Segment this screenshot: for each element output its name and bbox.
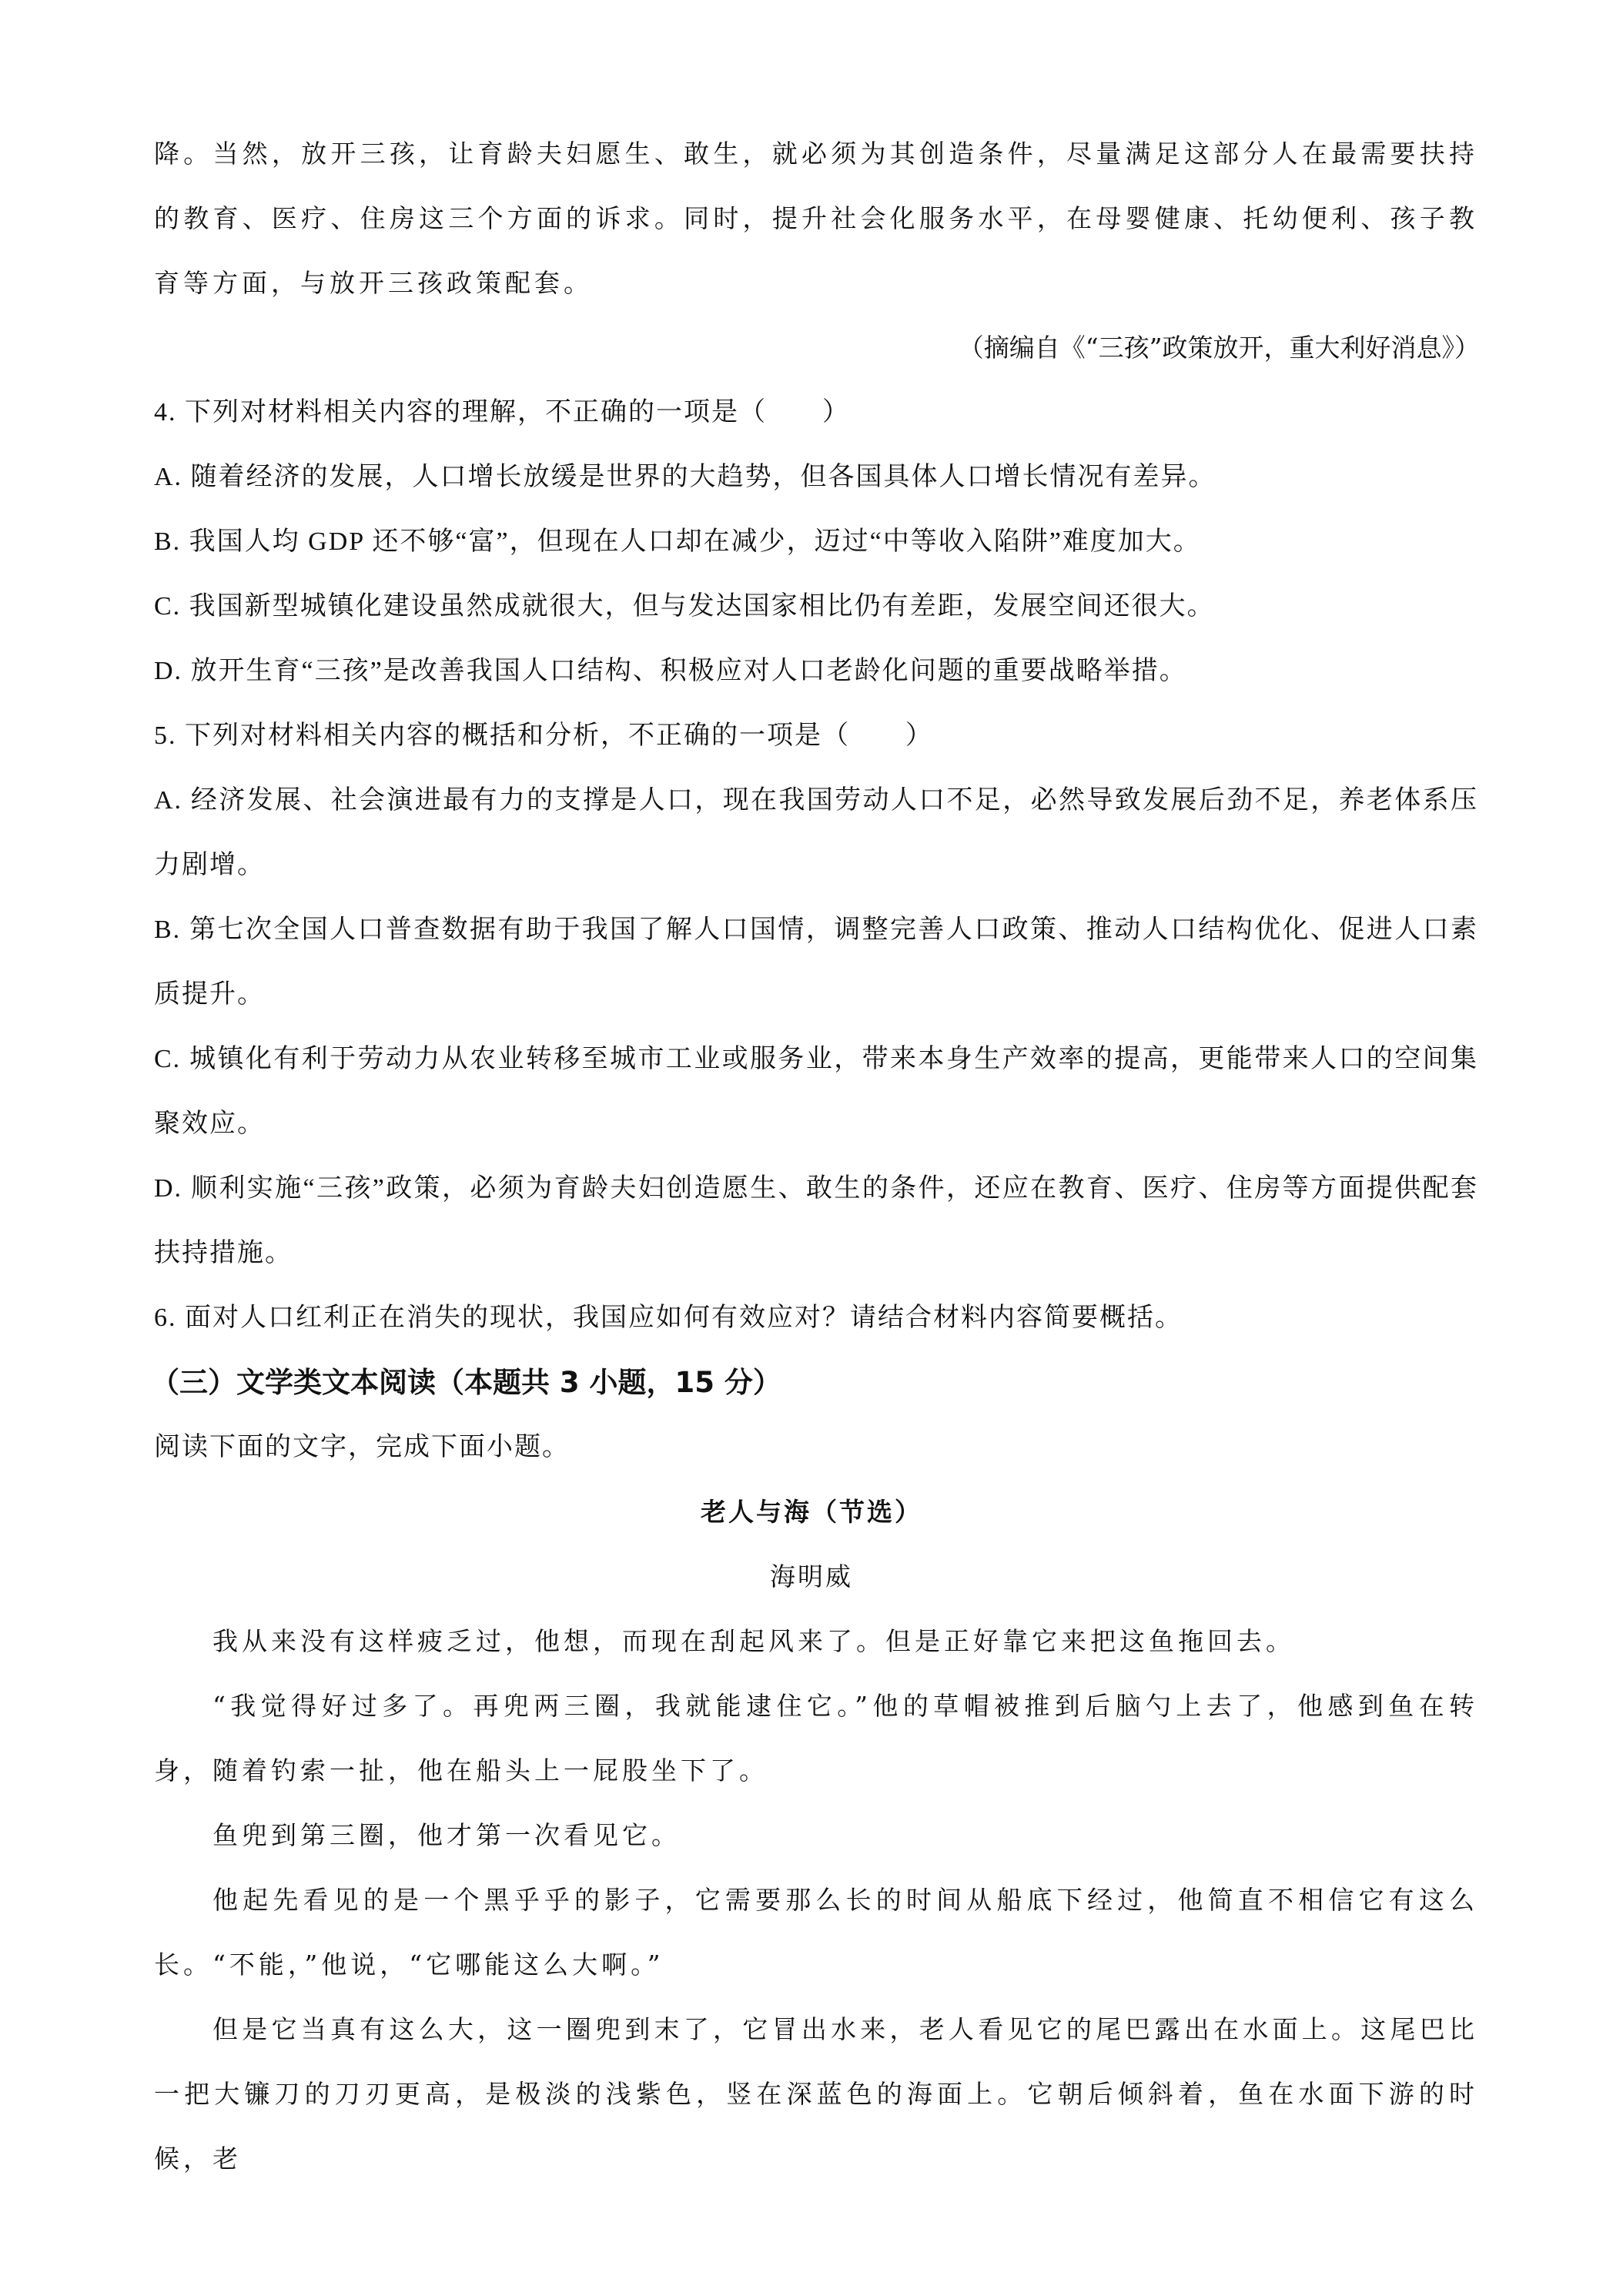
story-paragraph: 他起先看见的是一个黑乎乎的影子，它需要那么长的时间从船底下经过，他简直不相信它有这么长。 xyxy=(154,1885,1478,1980)
question-4-option-c: C. 我国新型城镇化建设虽然成就很大，但与发达国家相比仍有差距，发展空间还很大。 xyxy=(154,592,1215,621)
story-paragraph: “不能，”他说，“它哪能这么大啊。” xyxy=(212,1950,664,1980)
question-4-option-b: B. 我国人均 GDP 还不够“富”，但现在人口却在减少，迈过“中等收入陷阱”难度加大。 xyxy=(154,527,1201,556)
material-source: （摘编自《“三孩”政策放开，重大利好消息》） xyxy=(958,333,1480,363)
story-paragraph: 鱼兜到第三圈，他才第一次看见它。 xyxy=(212,1820,681,1850)
question-5-option-c: C. 城镇化有利于劳动力从农业转移至城市工业或服务业，带来本身生产效率的提高，更能带来人口的空间集聚效应。 xyxy=(154,1045,1478,1138)
question-4-option-a: A. 随着经济的发展，人口增长放缓是世界的大趋势，但各国具体人口增长情况有差异。 xyxy=(154,463,1216,491)
story-author: 海明威 xyxy=(770,1561,853,1591)
story-title: 老人与海（节选） xyxy=(701,1497,922,1527)
question-6-stem: 6. 面对人口红利正在消失的现状，我国应如何有效应对？请结合材料内容简要概括。 xyxy=(154,1304,1183,1332)
story-paragraph: 我从来没有这样疲乏过，他想，而现在刮起风来了。但是正好靠它来把这鱼拖回去。 xyxy=(212,1626,1295,1656)
question-5-option-b: B. 第七次全国人口普查数据有助于我国了解人口国情，调整完善人口政策、推动人口结构优化、促进人口素质提升。 xyxy=(154,915,1478,1009)
story-paragraph: 但是它当真有这么大，这一圈兜到末了，它冒出水来，老人看见它的尾巴露出在水面上。这尾巴比一把大镰刀的刀刃更高，是极淡的浅紫色，竖在深蓝色的海面上。它朝后倾斜着，鱼在水面下游的时候，老 xyxy=(154,2014,1478,2174)
question-5-stem: 5. 下列对材料相关内容的概括和分析，不正确的一项是（ ） xyxy=(154,721,933,750)
section-heading: （三）文学类文本阅读（本题共 3 小题，15 分） xyxy=(151,1366,781,1399)
story-paragraph: “我觉得好过多了。再兜两三圈，我就能逮住它。”他的草帽被推到后脑勺上去了，他感到鱼在转身，随着钓索一扯，他在船头上一屁股坐下了。 xyxy=(154,1691,1478,1786)
question-5-option-a: A. 经济发展、社会演进最有力的支撑是人口，现在我国劳动人口不足，必然导致发展后劲不足，养老体系压力剧增。 xyxy=(154,786,1478,879)
material-continuation-paragraph: 降。当然，放开三孩，让育龄夫妇愿生、敢生，就必须为其创造条件，尽量满足这部分人在最需要扶持的教育、医疗、住房这三个方面的诉求。同时，提升社会化服务水平，在母婴健康、托幼便利、孩子教育等方面，与放开三孩政策配套。 xyxy=(154,139,1478,298)
question-4-stem: 4. 下列对材料相关内容的理解，不正确的一项是（ ） xyxy=(154,398,850,427)
reading-instruction: 阅读下面的文字，完成下面小题。 xyxy=(154,1433,570,1461)
question-4-option-d: D. 放开生育“三孩”是改善我国人口结构、积极应对人口老龄化问题的重要战略举措。 xyxy=(154,657,1187,685)
question-5-option-d: D. 顺利实施“三孩”政策，必须为育龄夫妇创造愿生、敢生的条件，还应在教育、医疗、住房等方面提供配套扶持措施。 xyxy=(154,1174,1478,1267)
